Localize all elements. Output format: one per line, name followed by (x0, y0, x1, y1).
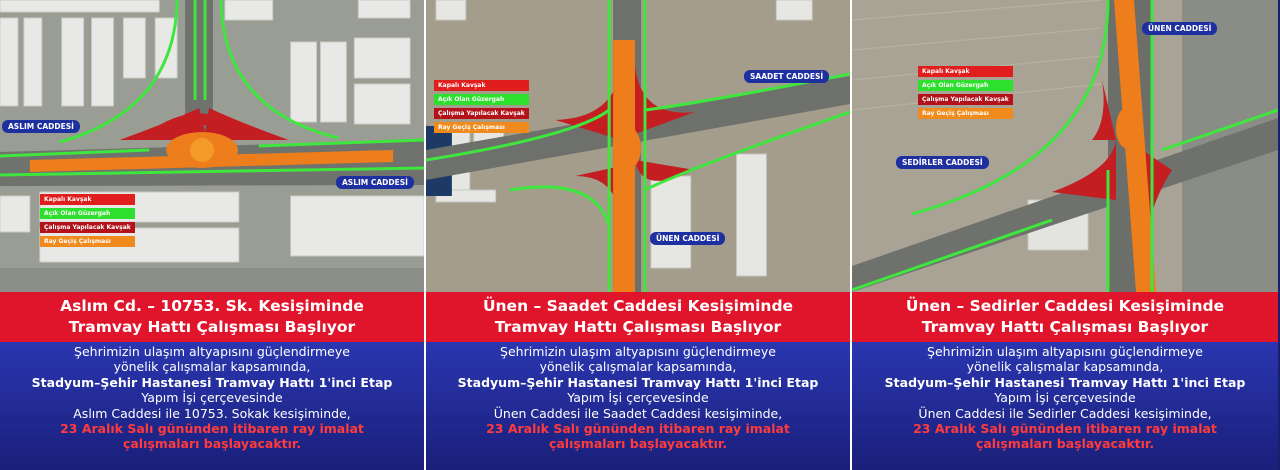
body-line-project: Stadyum–Şehir Hastanesi Tramvay Hattı 1'inci Etap (31, 374, 393, 390)
legend-work-label: Çalışma Yapılacak Kavşak (922, 96, 1009, 103)
map-label-street: SEDİRLER CADDESİ (896, 156, 989, 169)
panel-aslim (0, 0, 426, 470)
title-line-1: Aslım Cd. – 10753. Sk. Kesişiminde (60, 297, 364, 315)
body-line-date: 23 Aralık Salı gününden itibaren ray imalat (486, 421, 790, 437)
body-line: yönelik çalışmalar kapsamında, (539, 359, 737, 375)
legend-open-swatch (40, 208, 135, 219)
announcement-body (426, 342, 850, 470)
map-label-street: SAADET CADDESİ (744, 70, 829, 83)
legend-closed-label: Kapalı Kavşak (44, 196, 92, 203)
body-line: Yapım İşi çerçevesinde (994, 390, 1136, 406)
legend-open-label: Açık Olan Güzergah (44, 210, 111, 217)
body-line: Ünen Caddesi ile Sedirler Caddesi kesişiminde, (918, 405, 1212, 421)
body-line: Şehrimizin ulaşım altyapısını güçlendirmeye (74, 344, 350, 359)
body-line-date: 23 Aralık Salı gününden itibaren ray imalat (60, 421, 364, 437)
legend-work-swatch (918, 94, 1013, 105)
announcement-body (0, 342, 424, 470)
body-line: Yapım İşi çerçevesinde (141, 390, 283, 406)
title-band (0, 292, 424, 342)
panel-sedirler (852, 0, 1278, 470)
title-band (852, 292, 1278, 342)
title-band (426, 292, 850, 342)
title-line-2: Tramvay Hattı Çalışması Başlıyor (494, 318, 782, 336)
body-line: Ünen Caddesi ile Saadet Caddesi kesişiminde, (493, 405, 783, 421)
legend-rail-swatch (918, 108, 1013, 119)
title-line-1: Ünen – Saadet Caddesi Kesişiminde (482, 297, 794, 315)
body-line: Yapım İşi çerçevesinde (567, 390, 709, 406)
legend-open-swatch (434, 94, 529, 105)
aerial-map-sedirler (852, 0, 1278, 292)
legend-rail-label: Ray Geçiş Çalışması (44, 238, 111, 245)
legend-rail-label: Ray Geçiş Çalışması (922, 110, 989, 117)
aerial-map-aslim (0, 0, 424, 292)
legend-open-swatch (918, 80, 1013, 91)
legend-open-label: Açık Olan Güzergah (438, 96, 505, 103)
body-line-project: Stadyum–Şehir Hastanesi Tramvay Hattı 1'inci Etap (457, 374, 819, 390)
map-label-street: ASLIM CADDESİ (2, 120, 80, 133)
legend-rail-swatch (434, 122, 529, 133)
body-line-date: çalışmaları başlayacaktır. (975, 436, 1155, 452)
panel-saadet (426, 0, 852, 470)
body-line-date: 23 Aralık Salı gününden itibaren ray imalat (913, 421, 1217, 437)
body-line: yönelik çalışmalar kapsamında, (966, 359, 1164, 375)
body-line-date: çalışmaları başlayacaktır. (548, 436, 728, 452)
map-label-street: ÜNEN CADDESİ (1142, 22, 1217, 35)
title-line-1: Ünen – Sedirler Caddesi Kesişiminde (905, 297, 1225, 315)
body-line: yönelik çalışmalar kapsamında, (113, 359, 311, 375)
body-line: Şehrimizin ulaşım altyapısını güçlendirmeye (927, 344, 1203, 359)
announcement-body (852, 342, 1278, 470)
legend-work-swatch (40, 222, 135, 233)
map-label-street: ÜNEN CADDESİ (650, 232, 725, 245)
legend-work-swatch (434, 108, 529, 119)
body-line: Şehrimizin ulaşım altyapısını güçlendirmeye (500, 344, 776, 359)
body-line: Aslım Caddesi ile 10753. Sokak kesişiminde, (73, 405, 351, 421)
legend-rail-label: Ray Geçiş Çalışması (438, 124, 505, 131)
legend-closed-label: Kapalı Kavşak (438, 82, 486, 89)
legend-closed-swatch (40, 194, 135, 205)
legend-rail-swatch (40, 236, 135, 247)
legend-closed-swatch (434, 80, 529, 91)
title-line-2: Tramvay Hattı Çalışması Başlıyor (921, 318, 1209, 336)
map-legend (918, 66, 1013, 119)
legend-closed-swatch (918, 66, 1013, 77)
legend-closed-label: Kapalı Kavşak (922, 68, 970, 75)
legend-open-label: Açık Olan Güzergah (922, 82, 989, 89)
legend-work-label: Çalışma Yapılacak Kavşak (44, 224, 131, 231)
body-line-date: çalışmaları başlayacaktır. (122, 436, 302, 452)
map-legend (40, 194, 135, 247)
map-label-street: ASLIM CADDESİ (336, 176, 414, 189)
aerial-map-saadet (426, 0, 850, 292)
body-line-project: Stadyum–Şehir Hastanesi Tramvay Hattı 1'inci Etap (884, 374, 1246, 390)
legend-work-label: Çalışma Yapılacak Kavşak (438, 110, 525, 117)
map-legend (434, 80, 529, 133)
title-line-2: Tramvay Hattı Çalışması Başlıyor (68, 318, 356, 336)
